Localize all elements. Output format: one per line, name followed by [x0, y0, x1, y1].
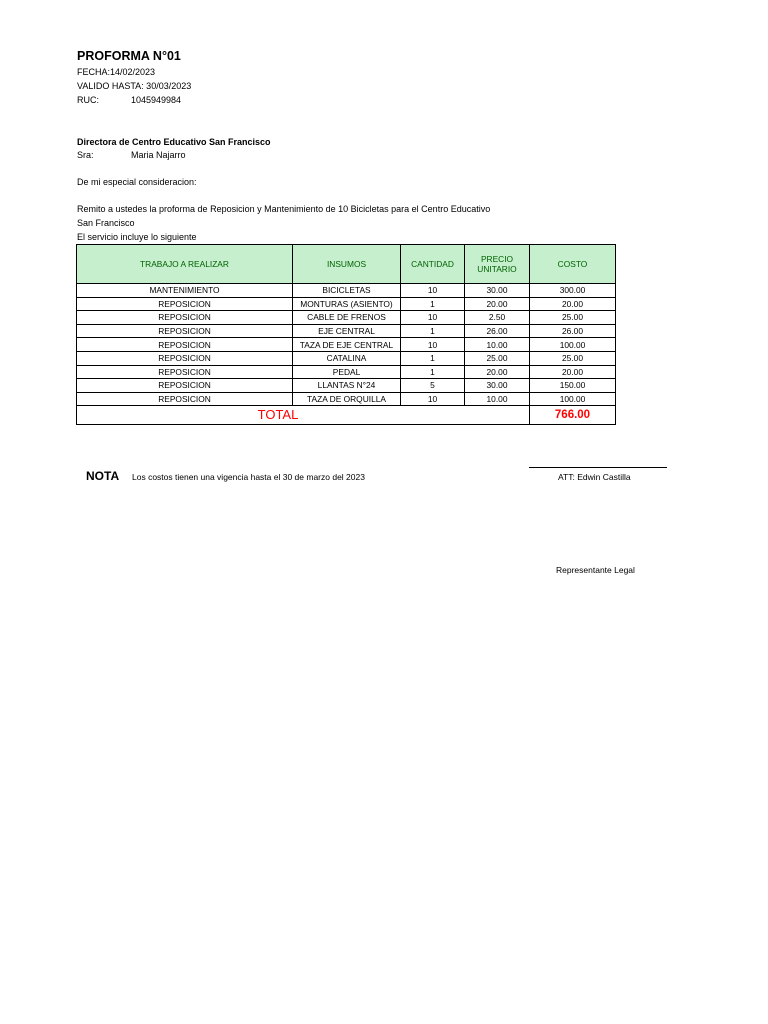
table-row [77, 284, 616, 298]
ruc-label: RUC: [77, 95, 99, 105]
cell-cantidad: 10 [401, 338, 465, 352]
cell-trabajo: REPOSICION [77, 324, 293, 338]
cell-costo: 25.00 [530, 351, 616, 365]
cell-insumo: BICICLETAS [293, 284, 401, 298]
items-table [76, 244, 616, 425]
table-row [77, 392, 616, 406]
header-trabajo: TRABAJO A REALIZAR [77, 245, 293, 284]
total-value: 766.00 [554, 409, 591, 422]
cell-costo: 20.00 [530, 297, 616, 311]
signature-line [529, 467, 667, 468]
cell-trabajo: REPOSICION [77, 351, 293, 365]
signature-role: Representante Legal [556, 565, 635, 575]
total-label: TOTAL [257, 406, 299, 422]
cell-precio: 20.00 [465, 297, 530, 311]
cell-insumo: MONTURAS (ASIENTO) [293, 297, 401, 311]
cell-cantidad: 1 [401, 351, 465, 365]
total-value-cell [530, 406, 616, 425]
note-text: Los costos tienen una vigencia hasta el 30 de marzo del 2023 [132, 472, 365, 482]
header-insumos: INSUMOS [293, 245, 401, 284]
cell-costo: 300.00 [530, 284, 616, 298]
table-row [77, 324, 616, 338]
cell-costo: 26.00 [530, 324, 616, 338]
table-row [77, 311, 616, 325]
cell-costo: 25.00 [530, 311, 616, 325]
cell-costo: 20.00 [530, 365, 616, 379]
signature-att: ATT: Edwin Castilla [558, 472, 631, 482]
cell-costo: 100.00 [530, 392, 616, 406]
cell-cantidad: 1 [401, 365, 465, 379]
cell-trabajo: REPOSICION [77, 338, 293, 352]
cell-trabajo: REPOSICION [77, 297, 293, 311]
cell-cantidad: 10 [401, 392, 465, 406]
cell-cantidad: 10 [401, 311, 465, 325]
cell-cantidad: 5 [401, 379, 465, 393]
header-costo: COSTO [530, 245, 616, 284]
cell-cantidad: 1 [401, 297, 465, 311]
cell-precio: 2.50 [465, 311, 530, 325]
date-line: FECHA:14/02/2023 [77, 67, 156, 77]
intro-line-3: El servicio incluye lo siguiente [77, 232, 197, 242]
cell-precio: 25.00 [465, 351, 530, 365]
greeting: De mi especial consideracion: [77, 177, 197, 187]
table-row [77, 297, 616, 311]
cell-cantidad: 10 [401, 284, 465, 298]
cell-costo: 150.00 [530, 379, 616, 393]
table-header-row [77, 245, 616, 284]
cell-precio: 26.00 [465, 324, 530, 338]
cell-precio: 30.00 [465, 379, 530, 393]
valid-until-line: VALIDO HASTA: 30/03/2023 [77, 81, 192, 91]
header-cantidad: CANTIDAD [401, 245, 465, 284]
cell-insumo: PEDAL [293, 365, 401, 379]
document-title: PROFORMA N°01 [77, 49, 181, 63]
table-row [77, 379, 616, 393]
cell-insumo: TAZA DE EJE CENTRAL [293, 338, 401, 352]
cell-trabajo: MANTENIMIENTO [77, 284, 293, 298]
cell-trabajo: REPOSICION [77, 311, 293, 325]
table-row [77, 365, 616, 379]
cell-precio: 20.00 [465, 365, 530, 379]
cell-precio: 30.00 [465, 284, 530, 298]
cell-cantidad: 1 [401, 324, 465, 338]
ruc-value: 1045949984 [131, 95, 182, 105]
cell-insumo: CABLE DE FRENOS [293, 311, 401, 325]
cell-insumo: TAZA DE ORQUILLA [293, 392, 401, 406]
recipient-name: Maria Najarro [131, 150, 186, 160]
cell-costo: 100.00 [530, 338, 616, 352]
note-label: NOTA [86, 469, 120, 483]
cell-insumo: LLANTAS N°24 [293, 379, 401, 393]
cell-trabajo: REPOSICION [77, 392, 293, 406]
cell-precio: 10.00 [465, 338, 530, 352]
intro-line-2: San Francisco [77, 218, 135, 228]
table-row [77, 338, 616, 352]
cell-trabajo: REPOSICION [77, 379, 293, 393]
cell-insumo: CATALINA [293, 351, 401, 365]
total-row [77, 406, 616, 425]
cell-precio: 10.00 [465, 392, 530, 406]
table-row [77, 351, 616, 365]
total-label-cell [77, 406, 530, 425]
intro-line-1: Remito a ustedes la proforma de Reposicion y Mantenimiento de 10 Bicicletas para el Centro Educativo [77, 204, 491, 214]
cell-insumo: EJE CENTRAL [293, 324, 401, 338]
recipient-sra-label: Sra: [77, 150, 94, 160]
recipient-title: Directora de Centro Educativo San Francisco [77, 137, 271, 147]
cell-trabajo: REPOSICION [77, 365, 293, 379]
header-precio-unitario: PRECIO UNITARIO [465, 245, 530, 284]
